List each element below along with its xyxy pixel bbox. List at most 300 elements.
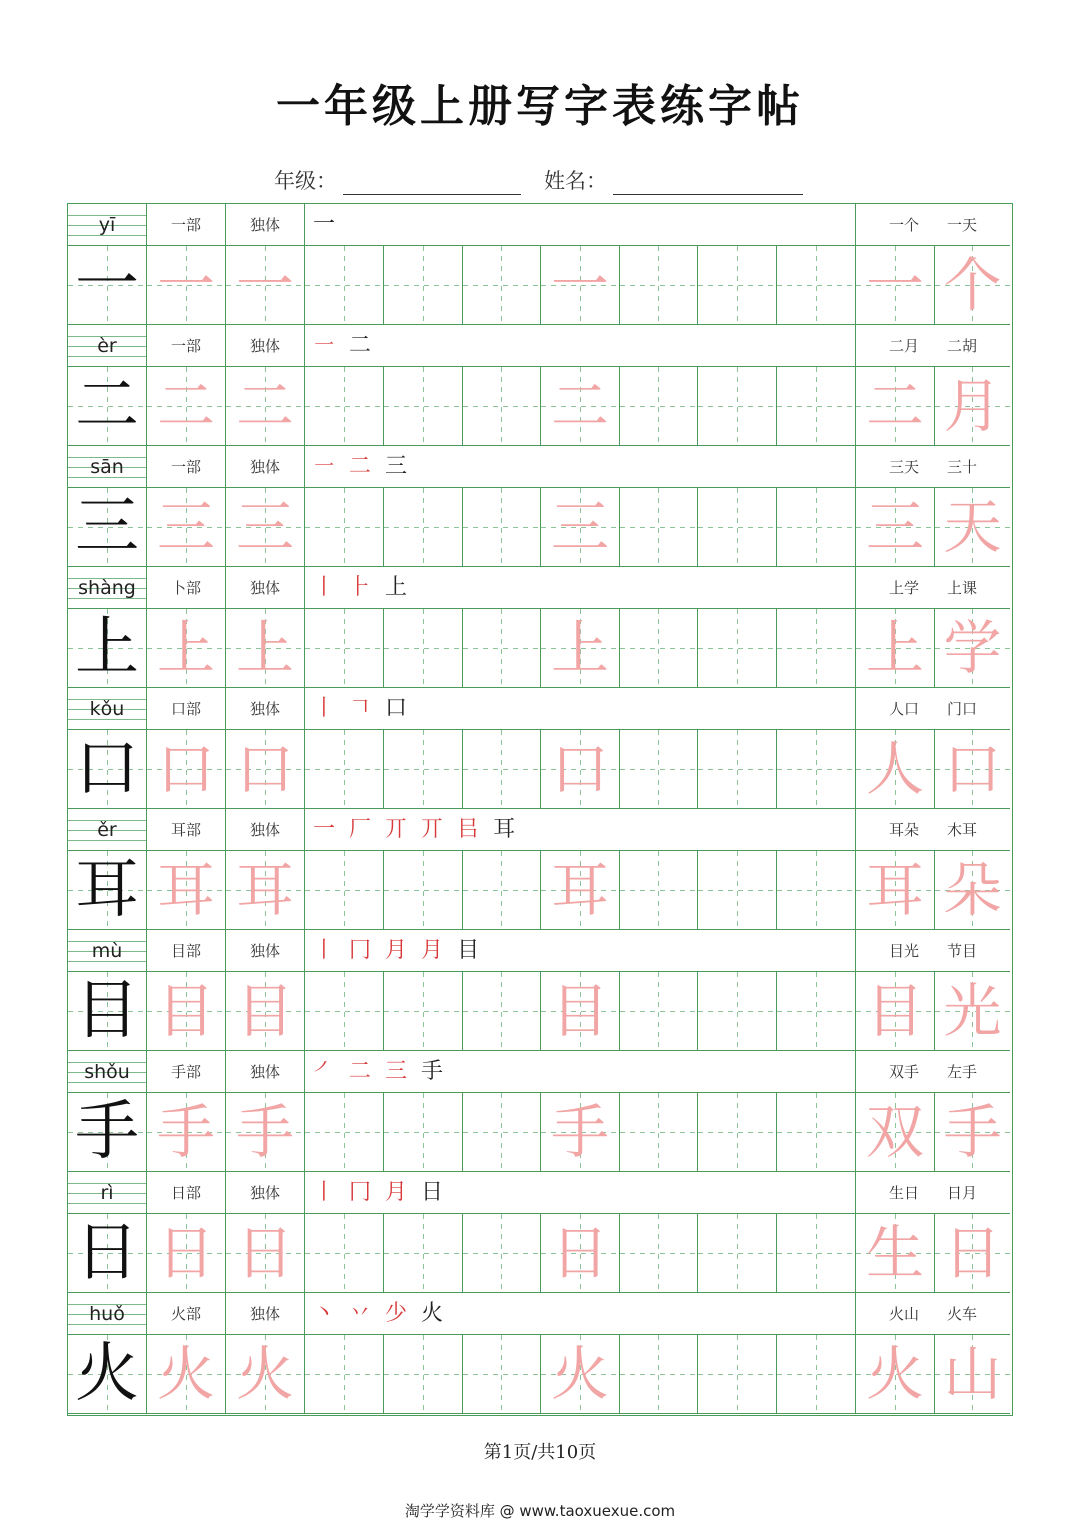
practice-cell[interactable] (147, 246, 226, 325)
stroke-step: 三 (385, 1059, 408, 1084)
practice-cell[interactable] (698, 609, 777, 688)
pinyin-cell: ěr (68, 809, 147, 851)
practice-cell[interactable] (463, 609, 541, 688)
practice-cell[interactable] (777, 972, 856, 1051)
practice-cell[interactable] (147, 851, 226, 930)
practice-cell[interactable] (541, 851, 620, 930)
stroke-step: ㇐ (313, 454, 336, 479)
practice-cell[interactable] (305, 367, 384, 446)
model-char: 三 (75, 490, 139, 564)
practice-cell[interactable] (463, 246, 541, 325)
word-example: 上课 (947, 579, 978, 597)
practice-cell[interactable] (541, 1335, 620, 1414)
trace-char: 二 (235, 372, 294, 440)
example-word-cell (856, 367, 935, 446)
model-char-cell (68, 609, 147, 688)
example-word-cell (856, 488, 935, 567)
pinyin-cell: kǒu (68, 688, 147, 730)
example-char: 一 (865, 251, 924, 319)
trace-char: 一 (235, 251, 294, 319)
practice-cell[interactable] (463, 730, 541, 809)
example-char: 天 (943, 493, 1002, 561)
model-char: 手 (75, 1095, 139, 1169)
practice-cell[interactable] (777, 1093, 856, 1172)
stroke-step: 冂 (349, 1180, 372, 1205)
trace-char: 日 (156, 1219, 215, 1287)
trace-char: 手 (156, 1098, 215, 1166)
word-example: 目光 (888, 942, 919, 960)
model-char: 一 (75, 248, 139, 322)
practice-cell[interactable] (541, 1093, 620, 1172)
example-word-cell (935, 1214, 1010, 1293)
stroke-step: 二 (349, 333, 372, 358)
example-word-cell (935, 730, 1010, 809)
stroke-step: 月 (385, 938, 408, 963)
word-example: 日月 (947, 1184, 978, 1202)
practice-cell[interactable] (147, 609, 226, 688)
practice-cell[interactable] (541, 367, 620, 446)
stroke-step: 丨 (313, 575, 336, 600)
stroke-step: 上 (385, 575, 408, 600)
trace-char: 一 (550, 251, 609, 319)
practice-cell[interactable] (463, 488, 541, 567)
stroke-order-cell (305, 688, 856, 730)
info-row (68, 809, 1010, 851)
info-row (68, 446, 1010, 488)
name-blank-line[interactable] (613, 170, 803, 195)
example-char: 双 (865, 1098, 924, 1166)
practice-cell[interactable] (147, 1335, 226, 1414)
stroke-step: 口 (385, 696, 408, 721)
example-word-cell (935, 972, 1010, 1051)
word-examples-cell (856, 1293, 1010, 1335)
stroke-step: ⺊ (349, 575, 372, 600)
stroke-step: 丌 (385, 817, 408, 842)
writing-row (68, 851, 1010, 930)
word-examples-cell (856, 688, 1010, 730)
practice-cell[interactable] (384, 730, 463, 809)
word-example: 一天 (947, 216, 978, 234)
writing-row (68, 1214, 1010, 1293)
pinyin-cell: mù (68, 930, 147, 972)
writing-row (68, 1335, 1010, 1414)
stroke-order-cell (305, 1293, 856, 1335)
radical-cell: 一部 (147, 446, 226, 488)
stroke-step: 一 (313, 212, 336, 237)
practice-cell[interactable] (698, 488, 777, 567)
practice-cell[interactable] (305, 246, 384, 325)
practice-cell[interactable] (147, 367, 226, 446)
practice-cell[interactable] (226, 609, 305, 688)
site-credit: 淘学学资料库 @ www.taoxuexue.com (404, 1502, 676, 1520)
practice-cell[interactable] (777, 246, 856, 325)
model-char-cell (68, 367, 147, 446)
trace-char: 火 (156, 1340, 215, 1408)
stroke-order-cell (305, 567, 856, 609)
practice-cell[interactable] (147, 488, 226, 567)
word-example: 火车 (947, 1305, 978, 1323)
writing-row (68, 730, 1010, 809)
example-char: 朵 (943, 856, 1002, 924)
practice-cell[interactable] (698, 246, 777, 325)
practice-cell[interactable] (226, 972, 305, 1051)
practice-cell[interactable] (384, 367, 463, 446)
practice-cell[interactable] (777, 488, 856, 567)
stroke-step: 㠯 (457, 817, 480, 842)
practice-cell[interactable] (384, 972, 463, 1051)
practice-cell[interactable] (305, 488, 384, 567)
practice-cell[interactable] (541, 609, 620, 688)
example-char: 手 (943, 1098, 1002, 1166)
practice-cell[interactable] (698, 1093, 777, 1172)
trace-char: 上 (156, 614, 215, 682)
trace-char: 三 (235, 493, 294, 561)
radical-cell: 一部 (147, 204, 226, 246)
word-example: 左手 (947, 1063, 978, 1081)
practice-cell[interactable] (305, 730, 384, 809)
practice-cell[interactable] (305, 1214, 384, 1293)
practice-cell[interactable] (777, 730, 856, 809)
practice-cell[interactable] (147, 1093, 226, 1172)
stroke-step: ㇒ (313, 1059, 336, 1084)
trace-char: 二 (156, 372, 215, 440)
name-field[interactable] (544, 165, 803, 195)
word-example: 门口 (947, 700, 978, 718)
example-char: 耳 (865, 856, 924, 924)
practice-cell[interactable] (305, 851, 384, 930)
trace-char: 日 (550, 1219, 609, 1287)
example-char: 山 (943, 1340, 1002, 1408)
practice-cell[interactable] (384, 1214, 463, 1293)
practice-cell[interactable] (226, 1214, 305, 1293)
stroke-step: 月 (385, 1180, 408, 1205)
example-char: 口 (943, 735, 1002, 803)
structure-cell: 独体 (226, 809, 305, 851)
practice-cell[interactable] (463, 1214, 541, 1293)
practice-cell[interactable] (226, 488, 305, 567)
info-row (68, 1051, 1010, 1093)
practice-cell[interactable] (620, 851, 698, 930)
example-char: 学 (943, 614, 1002, 682)
word-example: 人口 (888, 700, 919, 718)
trace-char: 火 (550, 1340, 609, 1408)
pinyin-cell: rì (68, 1172, 147, 1214)
example-char: 月 (943, 372, 1002, 440)
example-word-cell (935, 609, 1010, 688)
stroke-step: 丨 (313, 938, 336, 963)
practice-cell[interactable] (463, 851, 541, 930)
example-word-cell (935, 246, 1010, 325)
example-word-cell (856, 1214, 935, 1293)
stroke-step: 二 (349, 454, 372, 479)
model-char: 口 (75, 732, 139, 806)
practice-cell[interactable] (541, 488, 620, 567)
example-char: 二 (865, 372, 924, 440)
word-examples-cell (856, 446, 1010, 488)
stroke-step: 三 (385, 454, 408, 479)
example-char: 上 (865, 614, 924, 682)
trace-char: 三 (550, 493, 609, 561)
example-word-cell (856, 851, 935, 930)
stroke-order-cell (305, 204, 856, 246)
practice-cell[interactable] (305, 1093, 384, 1172)
example-char: 三 (865, 493, 924, 561)
practice-cell[interactable] (777, 1214, 856, 1293)
trace-char: 火 (235, 1340, 294, 1408)
pinyin-cell: yī (68, 204, 147, 246)
practice-cell[interactable] (777, 367, 856, 446)
practice-cell[interactable] (384, 609, 463, 688)
word-example: 上学 (888, 579, 919, 597)
practice-cell[interactable] (384, 1335, 463, 1414)
practice-cell[interactable] (226, 851, 305, 930)
radical-cell: 日部 (147, 1172, 226, 1214)
practice-cell[interactable] (147, 972, 226, 1051)
example-char: 生 (865, 1219, 924, 1287)
stroke-order-cell (305, 1051, 856, 1093)
example-word-cell (935, 1093, 1010, 1172)
stroke-order-cell (305, 930, 856, 972)
practice-cell[interactable] (620, 367, 698, 446)
info-row (68, 930, 1010, 972)
stroke-step: 丨 (313, 1180, 336, 1205)
radical-cell: 耳部 (147, 809, 226, 851)
trace-char: 耳 (550, 856, 609, 924)
model-char: 日 (75, 1216, 139, 1290)
practice-cell[interactable] (541, 1214, 620, 1293)
trace-char: 目 (550, 977, 609, 1045)
structure-cell: 独体 (226, 1051, 305, 1093)
practice-cell[interactable] (777, 851, 856, 930)
trace-char: 二 (550, 372, 609, 440)
practice-cell[interactable] (463, 972, 541, 1051)
word-examples-cell (856, 1172, 1010, 1214)
practice-cell[interactable] (541, 246, 620, 325)
practice-cell[interactable] (305, 972, 384, 1051)
writing-row (68, 972, 1010, 1051)
pinyin-cell: huǒ (68, 1293, 147, 1335)
example-char: 日 (943, 1219, 1002, 1287)
structure-cell: 独体 (226, 446, 305, 488)
word-examples-cell (856, 567, 1010, 609)
trace-char: 口 (235, 735, 294, 803)
stroke-step: 手 (421, 1059, 444, 1084)
structure-cell: 独体 (226, 1172, 305, 1214)
stroke-step: 目 (457, 938, 480, 963)
radical-cell: 手部 (147, 1051, 226, 1093)
stroke-step: 冂 (349, 938, 372, 963)
writing-row (68, 246, 1010, 325)
practice-cell[interactable] (226, 246, 305, 325)
practice-cell[interactable] (620, 1335, 698, 1414)
practice-cell[interactable] (620, 246, 698, 325)
pinyin-cell: shàng (68, 567, 147, 609)
stroke-order-cell (305, 325, 856, 367)
model-char: 上 (75, 611, 139, 685)
model-char-cell (68, 1335, 147, 1414)
example-word-cell (935, 1335, 1010, 1414)
word-examples-cell (856, 325, 1010, 367)
practice-cell[interactable] (698, 730, 777, 809)
info-row (68, 204, 1010, 246)
structure-cell: 独体 (226, 325, 305, 367)
word-example: 三天 (888, 458, 919, 476)
example-word-cell (856, 246, 935, 325)
stroke-step: ㇐ (313, 333, 336, 358)
trace-char: 目 (235, 977, 294, 1045)
info-row (68, 1172, 1010, 1214)
grade-label: 年级： (274, 169, 337, 193)
trace-char: 日 (235, 1219, 294, 1287)
trace-char: 口 (156, 735, 215, 803)
structure-cell: 独体 (226, 567, 305, 609)
practice-cell[interactable] (777, 1335, 856, 1414)
practice-cell[interactable] (698, 851, 777, 930)
stroke-step: 丷 (349, 1301, 372, 1326)
example-word-cell (935, 851, 1010, 930)
practice-cell[interactable] (147, 730, 226, 809)
example-char: 个 (943, 251, 1002, 319)
name-label: 姓名： (544, 169, 607, 193)
practice-cell[interactable] (620, 730, 698, 809)
stroke-step: 二 (349, 1059, 372, 1084)
practice-cell[interactable] (541, 730, 620, 809)
model-char: 目 (75, 974, 139, 1048)
trace-char: 上 (235, 614, 294, 682)
writing-row (68, 367, 1010, 446)
example-char: 火 (865, 1340, 924, 1408)
example-char: 光 (943, 977, 1002, 1045)
model-char: 二 (75, 369, 139, 443)
practice-cell[interactable] (620, 1214, 698, 1293)
practice-cell[interactable] (620, 1093, 698, 1172)
stroke-step: 丶 (313, 1301, 336, 1326)
word-example: 节目 (947, 942, 978, 960)
writing-row (68, 488, 1010, 567)
model-char-cell (68, 1214, 147, 1293)
writing-row (68, 1093, 1010, 1172)
word-examples-cell (856, 930, 1010, 972)
stroke-step: 月 (421, 938, 444, 963)
example-word-cell (856, 730, 935, 809)
practice-cell[interactable] (698, 1335, 777, 1414)
stroke-step: 少 (385, 1301, 408, 1326)
word-example: 一个 (888, 216, 919, 234)
info-row (68, 567, 1010, 609)
trace-char: 口 (550, 735, 609, 803)
practice-cell[interactable] (620, 972, 698, 1051)
stroke-step: 耳 (493, 817, 516, 842)
info-row (68, 325, 1010, 367)
practice-cell[interactable] (463, 367, 541, 446)
structure-cell: 独体 (226, 204, 305, 246)
practice-cell[interactable] (305, 1335, 384, 1414)
practice-cell[interactable] (463, 1093, 541, 1172)
model-char-cell (68, 246, 147, 325)
word-example: 火山 (888, 1305, 919, 1323)
stroke-step: 一 (313, 817, 336, 842)
model-char-cell (68, 1093, 147, 1172)
word-examples-cell (856, 204, 1010, 246)
practice-cell[interactable] (620, 609, 698, 688)
page-title: 一年级上册写字表练字帖 (276, 81, 804, 132)
info-row (68, 1293, 1010, 1335)
trace-char: 三 (156, 493, 215, 561)
trace-char: 上 (550, 614, 609, 682)
word-example: 耳朵 (888, 821, 919, 839)
practice-cell[interactable] (698, 1214, 777, 1293)
page-number: 第1页/共10页 (483, 1442, 597, 1463)
stroke-step: 日 (421, 1180, 444, 1205)
info-row (68, 688, 1010, 730)
trace-char: 耳 (235, 856, 294, 924)
model-char: 耳 (75, 853, 139, 927)
practice-cell[interactable] (698, 972, 777, 1051)
word-example: 二月 (888, 337, 919, 355)
example-word-cell (935, 488, 1010, 567)
trace-char: 手 (235, 1098, 294, 1166)
radical-cell: 一部 (147, 325, 226, 367)
practice-cell[interactable] (305, 609, 384, 688)
word-example: 木耳 (947, 821, 978, 839)
grade-blank-line[interactable] (343, 170, 521, 195)
practice-cell[interactable] (541, 972, 620, 1051)
pinyin-cell: shǒu (68, 1051, 147, 1093)
structure-cell: 独体 (226, 930, 305, 972)
practice-cell[interactable] (384, 488, 463, 567)
stroke-order-cell (305, 809, 856, 851)
stroke-step: 丨 (313, 696, 336, 721)
word-example: 生日 (888, 1184, 919, 1202)
structure-cell: 独体 (226, 688, 305, 730)
model-char-cell (68, 851, 147, 930)
example-char: 目 (865, 977, 924, 1045)
practice-cell[interactable] (698, 367, 777, 446)
stroke-step: 𠃍 (349, 696, 372, 721)
radical-cell: 目部 (147, 930, 226, 972)
model-char-cell (68, 730, 147, 809)
pinyin-cell: èr (68, 325, 147, 367)
practice-cell[interactable] (463, 1335, 541, 1414)
practice-cell[interactable] (226, 1335, 305, 1414)
stroke-order-cell (305, 446, 856, 488)
model-char-cell (68, 488, 147, 567)
practice-cell[interactable] (147, 1214, 226, 1293)
example-char: 人 (865, 735, 924, 803)
practice-cell[interactable] (384, 851, 463, 930)
model-char-cell (68, 972, 147, 1051)
word-example: 二胡 (947, 337, 978, 355)
word-examples-cell (856, 1051, 1010, 1093)
practice-cell[interactable] (620, 488, 698, 567)
practice-cell[interactable] (384, 246, 463, 325)
practice-cell[interactable] (226, 367, 305, 446)
practice-cell[interactable] (226, 1093, 305, 1172)
practice-grid (67, 203, 1013, 1416)
stroke-step: 火 (421, 1301, 444, 1326)
stroke-order-cell (305, 1172, 856, 1214)
structure-cell: 独体 (226, 1293, 305, 1335)
grade-field[interactable] (274, 165, 521, 195)
practice-cell[interactable] (777, 609, 856, 688)
trace-char: 目 (156, 977, 215, 1045)
word-examples-cell (856, 809, 1010, 851)
word-example: 双手 (888, 1063, 919, 1081)
practice-cell[interactable] (226, 730, 305, 809)
trace-char: 手 (550, 1098, 609, 1166)
practice-cell[interactable] (384, 1093, 463, 1172)
example-word-cell (856, 972, 935, 1051)
